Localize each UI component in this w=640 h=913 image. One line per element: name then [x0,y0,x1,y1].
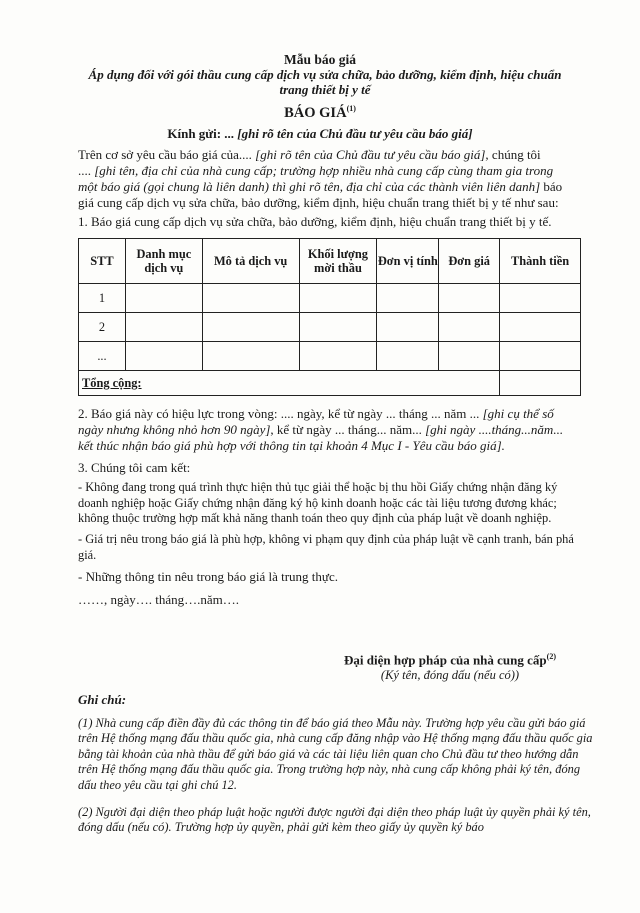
doc-title [0,104,640,122]
section-2-l1-a: 2. Báo giá này có hiệu lực trong vòng: .... ngày, kể từ ngày ... tháng ... năm ... [78,406,483,421]
table-cell[interactable] [439,284,500,313]
commitment-3: - Những thông tin nêu trong báo giá là trung thực. [78,569,338,584]
table-row [79,342,581,371]
commitment-2: - Giá trị nêu trong báo giá là phù hợp, không vi phạm quy định của pháp luật về cạnh tranh, bán phá giá. [78,532,574,562]
section-2-l1-b: [ghi cụ thể số [482,406,554,421]
table-row [79,284,581,313]
intro-l2-a: .... [78,163,95,178]
table-cell[interactable] [439,313,500,342]
doc-title-footnote: (1) [346,104,356,113]
intro-l1-b: [ghi rõ tên của Chủ đầu tư yêu cầu báo giá] [255,147,486,162]
header-service-description: Mô tả dịch vụ [202,239,299,284]
intro-line-1 [78,147,541,163]
section-2-line-3: kết thúc nhận báo giá phù hợp với thông tin tại khoản 4 Mục I - Yêu cầu báo giá]. [78,438,505,453]
header-amount: Thành tiền [500,239,581,284]
applies-to-line-2: trang thiết bị y tế [279,82,371,97]
section-2-line-2 [78,422,563,438]
signature-title-text: Đại diện hợp pháp của nhà cung cấp [344,652,547,668]
form-title: Mẫu báo giá [283,52,356,67]
total-label: Tổng cộng: [79,371,500,396]
signature-subtitle: (Ký tên, đóng dấu (nếu có)) [380,668,520,682]
header-unit: Đơn vị tính [377,239,439,284]
table-cell[interactable] [299,284,377,313]
recipient-label: Kính gửi: ... [167,126,238,141]
signature-title [290,652,610,668]
table-cell[interactable] [439,342,500,371]
table-cell[interactable] [202,313,299,342]
note-1: (1) Nhà cung cấp điền đầy đủ các thông tin để báo giá theo Mẫu này. Trường hợp yêu cầu gửi báo giá trên Hệ thống mạng đấu thầu quốc gia, nhà cung cấp đăng nhập vào Hệ thống mạng đấu thầu quốc gia bằng tài khoản của nhà thầu để gửi báo giá và các tài liệu liên quan cho Chủ đầu tư theo hướng dẫn trên Hệ thống mạng đấu thầu quốc gia. Trong trường hợp này, nhà cung cấp không phải ký tên, đóng dấu theo yêu cầu tại ghi chú 12. [78,716,593,792]
header-service-category: Danh mục dịch vụ [125,239,202,284]
table-cell[interactable] [125,313,202,342]
total-amount-cell[interactable] [500,371,581,396]
recipient-value: [ghi rõ tên của Chủ đầu tư yêu cầu báo giá] [237,126,473,141]
quote-table [78,238,581,396]
table-header-row [79,239,581,284]
section-2-l2-b: , kể từ ngày ... tháng... năm... [270,422,426,437]
section-3-heading: 3. Chúng tôi cam kết: [78,460,191,475]
table-row [79,313,581,342]
table-cell[interactable] [202,284,299,313]
table-cell[interactable] [299,342,377,371]
table-cell[interactable] [299,313,377,342]
signature-footnote: (2) [546,652,556,661]
section-2-l2-c: [ghi ngày ....tháng...năm... [425,422,564,437]
doc-title-text: BÁO GIÁ [284,104,347,121]
applies-to-line-1: Áp dụng đối với gói thầu cung cấp dịch vụ sửa chữa, bảo dưỡng, kiểm định, hiệu chuẩn [88,67,562,82]
intro-l1-c: , chúng tôi [485,147,541,162]
table-total-row [79,371,581,396]
row-number: ... [79,342,126,371]
header-unit-price: Đơn giá [439,239,500,284]
applies-to [60,67,590,97]
table-cell[interactable] [377,284,439,313]
table-cell[interactable] [500,313,581,342]
intro-line-3 [78,179,562,195]
table-cell[interactable] [500,284,581,313]
notes-heading: Ghi chú: [78,692,127,707]
note-2: (2) Người đại diện theo pháp luật hoặc người được người đại diện theo pháp luật ủy quyền phải ký tên, đóng dấu (nếu có). Trường hợp ủy quyền, phải gửi kèm theo giấy ủy quyền ký báo [78,805,591,835]
intro-line-4: giá cung cấp dịch vụ sửa chữa, bảo dưỡng, kiểm định, hiệu chuẩn trang thiết bị y tế như sau: [78,195,559,210]
table-cell[interactable] [125,284,202,313]
intro-line-2 [78,163,553,179]
table-cell[interactable] [202,342,299,371]
header-stt: STT [79,239,126,284]
table-cell[interactable] [125,342,202,371]
section-2-l2-a: ngày nhưng không nhỏ hơn 90 ngày] [78,422,271,437]
section-1-heading: 1. Báo giá cung cấp dịch vụ sửa chữa, bảo dưỡng, kiểm định, hiệu chuẩn trang thiết bị y tế. [78,214,552,229]
row-number: 2 [79,313,126,342]
row-number: 1 [79,284,126,313]
intro-l2-b: [ghi tên, địa chỉ của nhà cung cấp; trường hợp nhiều nhà cung cấp cùng tham gia trong [94,163,554,178]
table-cell[interactable] [377,313,439,342]
date-line: ……, ngày…. tháng….năm…. [78,592,240,607]
commitment-1: - Không đang trong quá trình thực hiện thủ tục giải thể hoặc bị thu hồi Giấy chứng nhận đăng ký doanh nghiệp hoặc Giấy chứng nhận đăng ký hộ kinh doanh hoặc các tài liệu tương đương khác; không thuộc trường hợp mất khả năng thanh toán theo quy định của pháp luật về doanh nghiệp. [78,480,558,526]
recipient-line [0,126,640,142]
intro-l3-b: báo [540,179,563,194]
table-cell[interactable] [500,342,581,371]
intro-l1-a: Trên cơ sở yêu cầu báo giá của.... [78,147,256,162]
header-quantity: Khối lượng mời thầu [299,239,377,284]
section-2-line-1 [78,406,554,422]
table-cell[interactable] [377,342,439,371]
intro-l3-a: một báo giá (gọi chung là liên danh) thì ghi rõ tên, địa chỉ của các thành viên liên danh] [78,179,541,194]
